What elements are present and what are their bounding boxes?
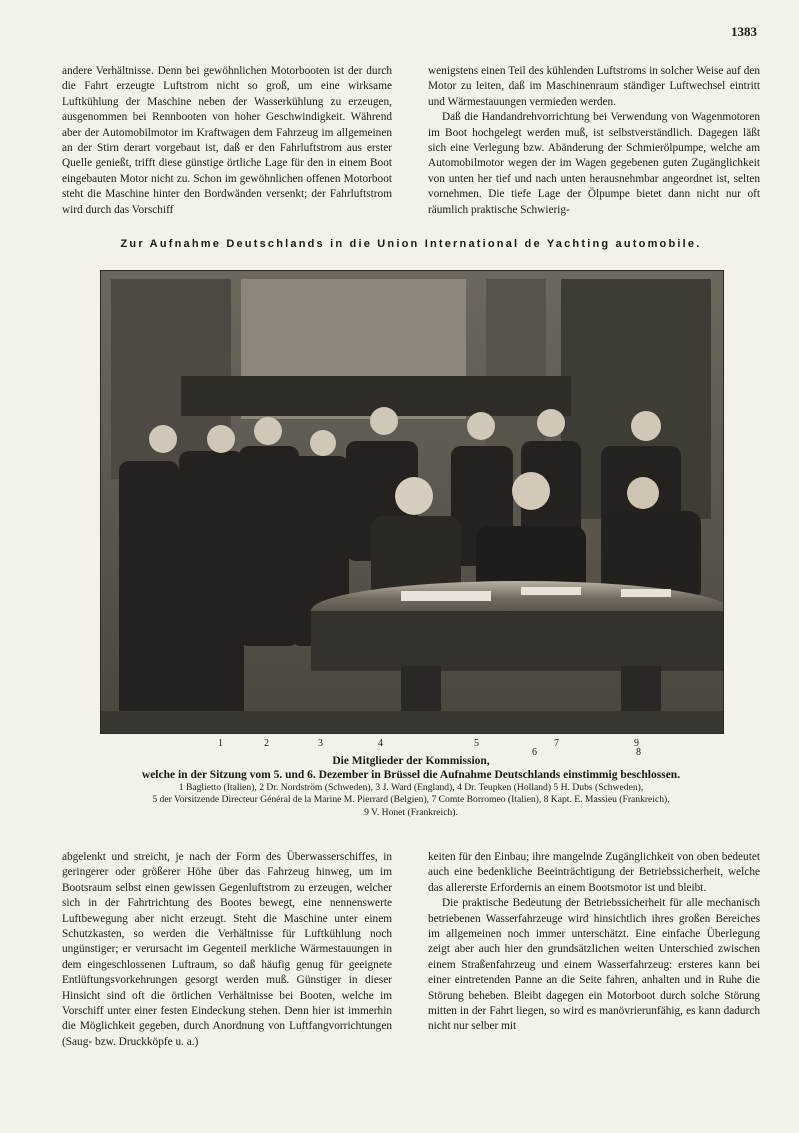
top-left-column bbox=[62, 64, 392, 218]
photo-illustration bbox=[101, 271, 723, 733]
paragraph: Daß die Handandrehvorrichtung bei Verwendung von Wagenmotoren im Boot hochgelegt werden muß, ist selbstverständlich. Dagegen läßt sich eine Verlegung bzw. Abänderung der Schmierölpumpe, welche am Automobilmotor wegen der im Wagen gegebenen guten Zugänglichkeit von unten her tief und nach unten herausnehmbar angeordnet ist, selten vornehmen. Die tiefe Lage der Ölpumpe bietet dann nicht nur oft räumlich praktische Schwierig- bbox=[428, 111, 760, 216]
bottom-left-column bbox=[62, 850, 392, 1050]
photo-number: 9 bbox=[634, 738, 639, 749]
paragraph: wenigstens einen Teil des kühlenden Luftstroms in solcher Weise auf den Motor zu leiten, daß im Maschinenraum ständiger Luftwechsel eintritt und Wärmestauungen vermieden werden. bbox=[428, 65, 760, 108]
paragraph: andere Verhältnisse. Denn bei gewöhnlichen Motorbooten ist der durch die Fahrt erzeugte Luftstrom nicht so groß, um eine wirksame Luftkühlung der Maschine neben der Wasserkühlung zu erzeugen, ausgenommen bei Rennbooten von hoher Geschwindigkeit. Während aber der Automobilmotor im Kraftwagen dem Fahrzeug im allgemeinen an der Stirn derart vorgebaut ist, daß er den Fahrluftstrom aus erster Quelle genießt, trifft diese günstige örtliche Lage für den in einem Boot eingebauten Motor nicht zu. Schon im gewöhnlichen offenen Motorboot steht die Maschine hinter den Bordwänden versenkt; der Fahrluftstrom wird durch das Vorschiff bbox=[62, 65, 392, 216]
photo-number: 8 bbox=[636, 747, 641, 758]
photo-number: 2 bbox=[264, 738, 269, 749]
caption-title: Die Mitglieder der Kommission, bbox=[332, 755, 490, 767]
photo-number: 7 bbox=[554, 738, 559, 749]
caption-subtitle: welche in der Sitzung vom 5. und 6. Dezember in Brüssel die Aufnahme Deutschlands einstimmig beschlossen. bbox=[141, 769, 681, 781]
bottom-right-column bbox=[428, 850, 760, 1035]
photo-number: 6 bbox=[532, 747, 537, 758]
paragraph: Die praktische Bedeutung der Betriebssicherheit für alle mechanisch betriebenen Wasserfahrzeuge wird hinsichtlich ihres großen Bereiches im allgemeinen noch immer unterschätzt. Eine einfache Überlegung zeigt aber auch hier den grundsätzlichen weiten Unterschied zwischen einem Straßenfahrzeug und einem Wasserfahrzeug: ersteres kann bei einer eintretenden Panne an die Seite fahren, anhalten und in Ruhe die Störung beheben. Bleibt dagegen ein Motorboot durch solche Störung mitten in der Fahrt liegen, so wird es manövrierunfähig, es kann dadurch nicht nur selber mit bbox=[428, 897, 760, 1033]
commission-photo bbox=[100, 270, 724, 734]
photo-caption bbox=[62, 754, 760, 819]
photo-number: 5 bbox=[474, 738, 479, 749]
paragraph: abgelenkt und streicht, je nach der Form des Überwasserschiffes, in geringerer oder größerer Höhe über das Fahrzeug hinweg, um im Bootsraum selbst einen gewissen Gegenluftstrom zu erzeugen, welcher sich in der Fahrtrichtung des Bootes bewegt, eine nennenswerte Luftbewegung aber nicht erzeugt. Steht die Maschine unter einem Schutzkasten, so werden die Verhältnisse für Luftkühlung noch ungünstiger; er verursacht im Gegenteil merkliche Wärmestauungen in dem eingeschlossenen Luftraum, so daß häufig genug für geeignete Entlüftungsvorkehrungen gesorgt werden muß. Günstiger in dieser Hinsicht sind oft die örtlichen Verhältnisse bei Booten, welche im Vorschiff unter einer festen Eindeckung stehen. Denn hier ist immerhin die Möglichkeit gegeben, durch Anordnung von Luftfangvorrichtungen (Saug- bzw. Druckköpfe u. a.) bbox=[62, 851, 392, 1048]
paragraph: keiten für den Einbau; ihre mangelnde Zugänglichkeit von oben bedeutet auch eine bedenkliche Beeinträchtigung der Betriebssicherheit, welche das allererste Erfordernis an einem Bootsmotor ist und bleibt. bbox=[428, 851, 760, 894]
page-number: 1383 bbox=[731, 24, 757, 39]
photo-number: 1 bbox=[218, 738, 223, 749]
caption-names: 5 der Vorsitzende Directeur Général de la Marine M. Pierrard (Belgien), 7 Comte Borromeo (Italien), 8 Kapt. E. Massieu (Frankreich), bbox=[152, 794, 670, 806]
caption-names: 1 Baglietto (Italien), 2 Dr. Nordström (Schweden), 3 J. Ward (England), 4 Dr. Teupken (Holland) 5 H. Dubs (Schweden), bbox=[178, 782, 644, 793]
figure-title: Zur Aufnahme Deutschlands in die Union International de Yachting automobile. bbox=[120, 238, 702, 250]
caption-names: 9 V. Honet (Frankreich). bbox=[364, 806, 458, 818]
photo-number: 4 bbox=[378, 738, 383, 749]
photo-number: 3 bbox=[318, 738, 323, 749]
top-right-column bbox=[428, 64, 760, 218]
